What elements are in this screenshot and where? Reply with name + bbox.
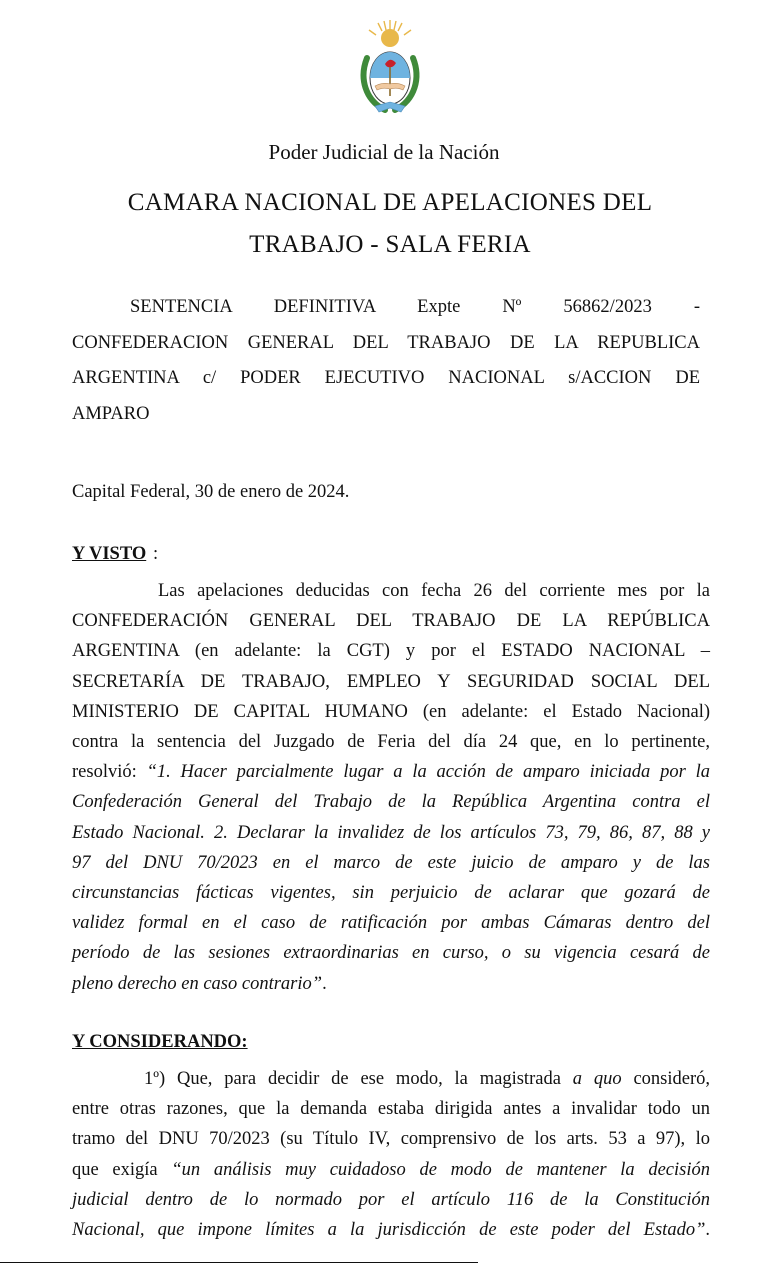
visto-resolvio-label: resolvió: — [72, 762, 147, 783]
visto-line: CONFEDERACIÓN GENERAL DEL TRABAJO DE LA REPÚBLICA — [72, 611, 710, 632]
visto-paragraph — [72, 576, 710, 999]
coat-of-arms-icon — [353, 18, 427, 118]
case-line-2: CONFEDERACION GENERAL DEL TRABAJO DE LA REPUBLICA — [72, 332, 700, 353]
considerando-line — [72, 1185, 710, 1215]
visto-line — [72, 908, 710, 938]
considerando-quote: Nacional, que impone límites a la jurisdicción de este poder del Estado” — [72, 1220, 706, 1241]
visto-quote: pleno derecho en caso contrario” — [72, 973, 323, 994]
visto-heading-colon: : — [153, 544, 159, 564]
visto-line — [72, 818, 710, 848]
considerando-text: 1º) Que, para decidir de ese modo, la magistrada — [144, 1069, 573, 1089]
visto-line — [72, 938, 710, 968]
considerando-line — [72, 1155, 710, 1185]
institution-name: Poder Judicial de la Nación — [268, 140, 500, 164]
visto-line: ARGENTINA (en adelante: la CGT) y por el ESTADO NACIONAL – — [72, 641, 710, 662]
court-name — [60, 182, 720, 266]
visto-line: Las apelaciones deducidas con fecha 26 del corriente mes por la — [158, 581, 710, 601]
visto-quote: validez formal en el caso de ratificación por ambas Cámaras dentro del — [72, 913, 710, 934]
considerando-text: que exigía — [72, 1159, 172, 1180]
visto-heading-text: Y VISTO — [72, 544, 147, 564]
considerando-quote: “un análisis muy cuidadoso de modo de mantener la decisión — [171, 1159, 710, 1180]
considerando-line: tramo del DNU 70/2023 (su Título IV, comprensivo de los arts. 53 a 97), lo — [72, 1129, 710, 1150]
visto-quote: 97 del DNU 70/2023 en el marco de este juicio de amparo y de las — [72, 852, 710, 873]
date-line: Capital Federal, 30 de enero de 2024. — [72, 482, 350, 502]
court-name-line-2: TRABAJO - SALA FERIA — [249, 231, 531, 258]
visto-line — [72, 757, 710, 787]
visto-heading — [72, 544, 146, 565]
considerando-paragraph — [72, 1064, 710, 1245]
case-caption — [72, 290, 700, 432]
visto-line — [72, 878, 710, 908]
considerando-line: entre otras razones, que la demanda estaba dirigida antes a invalidar todo un — [72, 1099, 710, 1120]
considerando-line — [72, 1215, 710, 1245]
considerando-heading: Y CONSIDERANDO: — [72, 1032, 248, 1052]
considerando-line — [72, 1064, 710, 1094]
court-name-line-1: CAMARA NACIONAL DE APELACIONES DEL — [127, 189, 653, 216]
case-line-3: ARGENTINA c/ PODER EJECUTIVO NACIONAL s/ACCION DE — [72, 368, 700, 388]
visto-line — [72, 787, 710, 817]
considerando-text: consideró, — [621, 1069, 710, 1089]
visto-line: contra la sentencia del Juzgado de Feria del día 24 que, en lo pertinente, — [72, 732, 710, 753]
visto-quote: Confederación General del Trabajo de la República Argentina contra el — [72, 792, 710, 813]
visto-period: . — [322, 973, 327, 994]
visto-line: SECRETARÍA DE TRABAJO, EMPLEO Y SEGURIDAD SOCIAL DEL — [72, 671, 710, 692]
case-line-1: SENTENCIA DEFINITIVA Expte Nº 56862/2023 - — [130, 297, 700, 317]
visto-quote: Estado Nacional. 2. Declarar la invalidez de los artículos 73, 79, 86, 87, 88 y — [72, 822, 710, 843]
considerando-quote: judicial dentro de lo normado por el artículo 116 de la Constitución — [72, 1189, 710, 1210]
visto-quote: “1. Hacer parcialmente lugar a la acción de amparo iniciada por la — [146, 762, 710, 783]
considerando-italic: a quo — [572, 1069, 622, 1089]
case-line-4: AMPARO — [72, 403, 150, 424]
visto-quote: período de las sesiones extraordinarias en curso, o su vigencia cesará de — [72, 943, 710, 964]
visto-line — [72, 848, 710, 878]
considerando-period: . — [705, 1220, 710, 1241]
footer-divider — [0, 1262, 478, 1263]
visto-quote: circunstancias fácticas vigentes, sin perjuicio de aclarar que gozará de — [72, 883, 710, 904]
visto-line — [72, 969, 710, 999]
visto-line: MINISTERIO DE CAPITAL HUMANO (en adelante: el Estado Nacional) — [72, 701, 710, 722]
